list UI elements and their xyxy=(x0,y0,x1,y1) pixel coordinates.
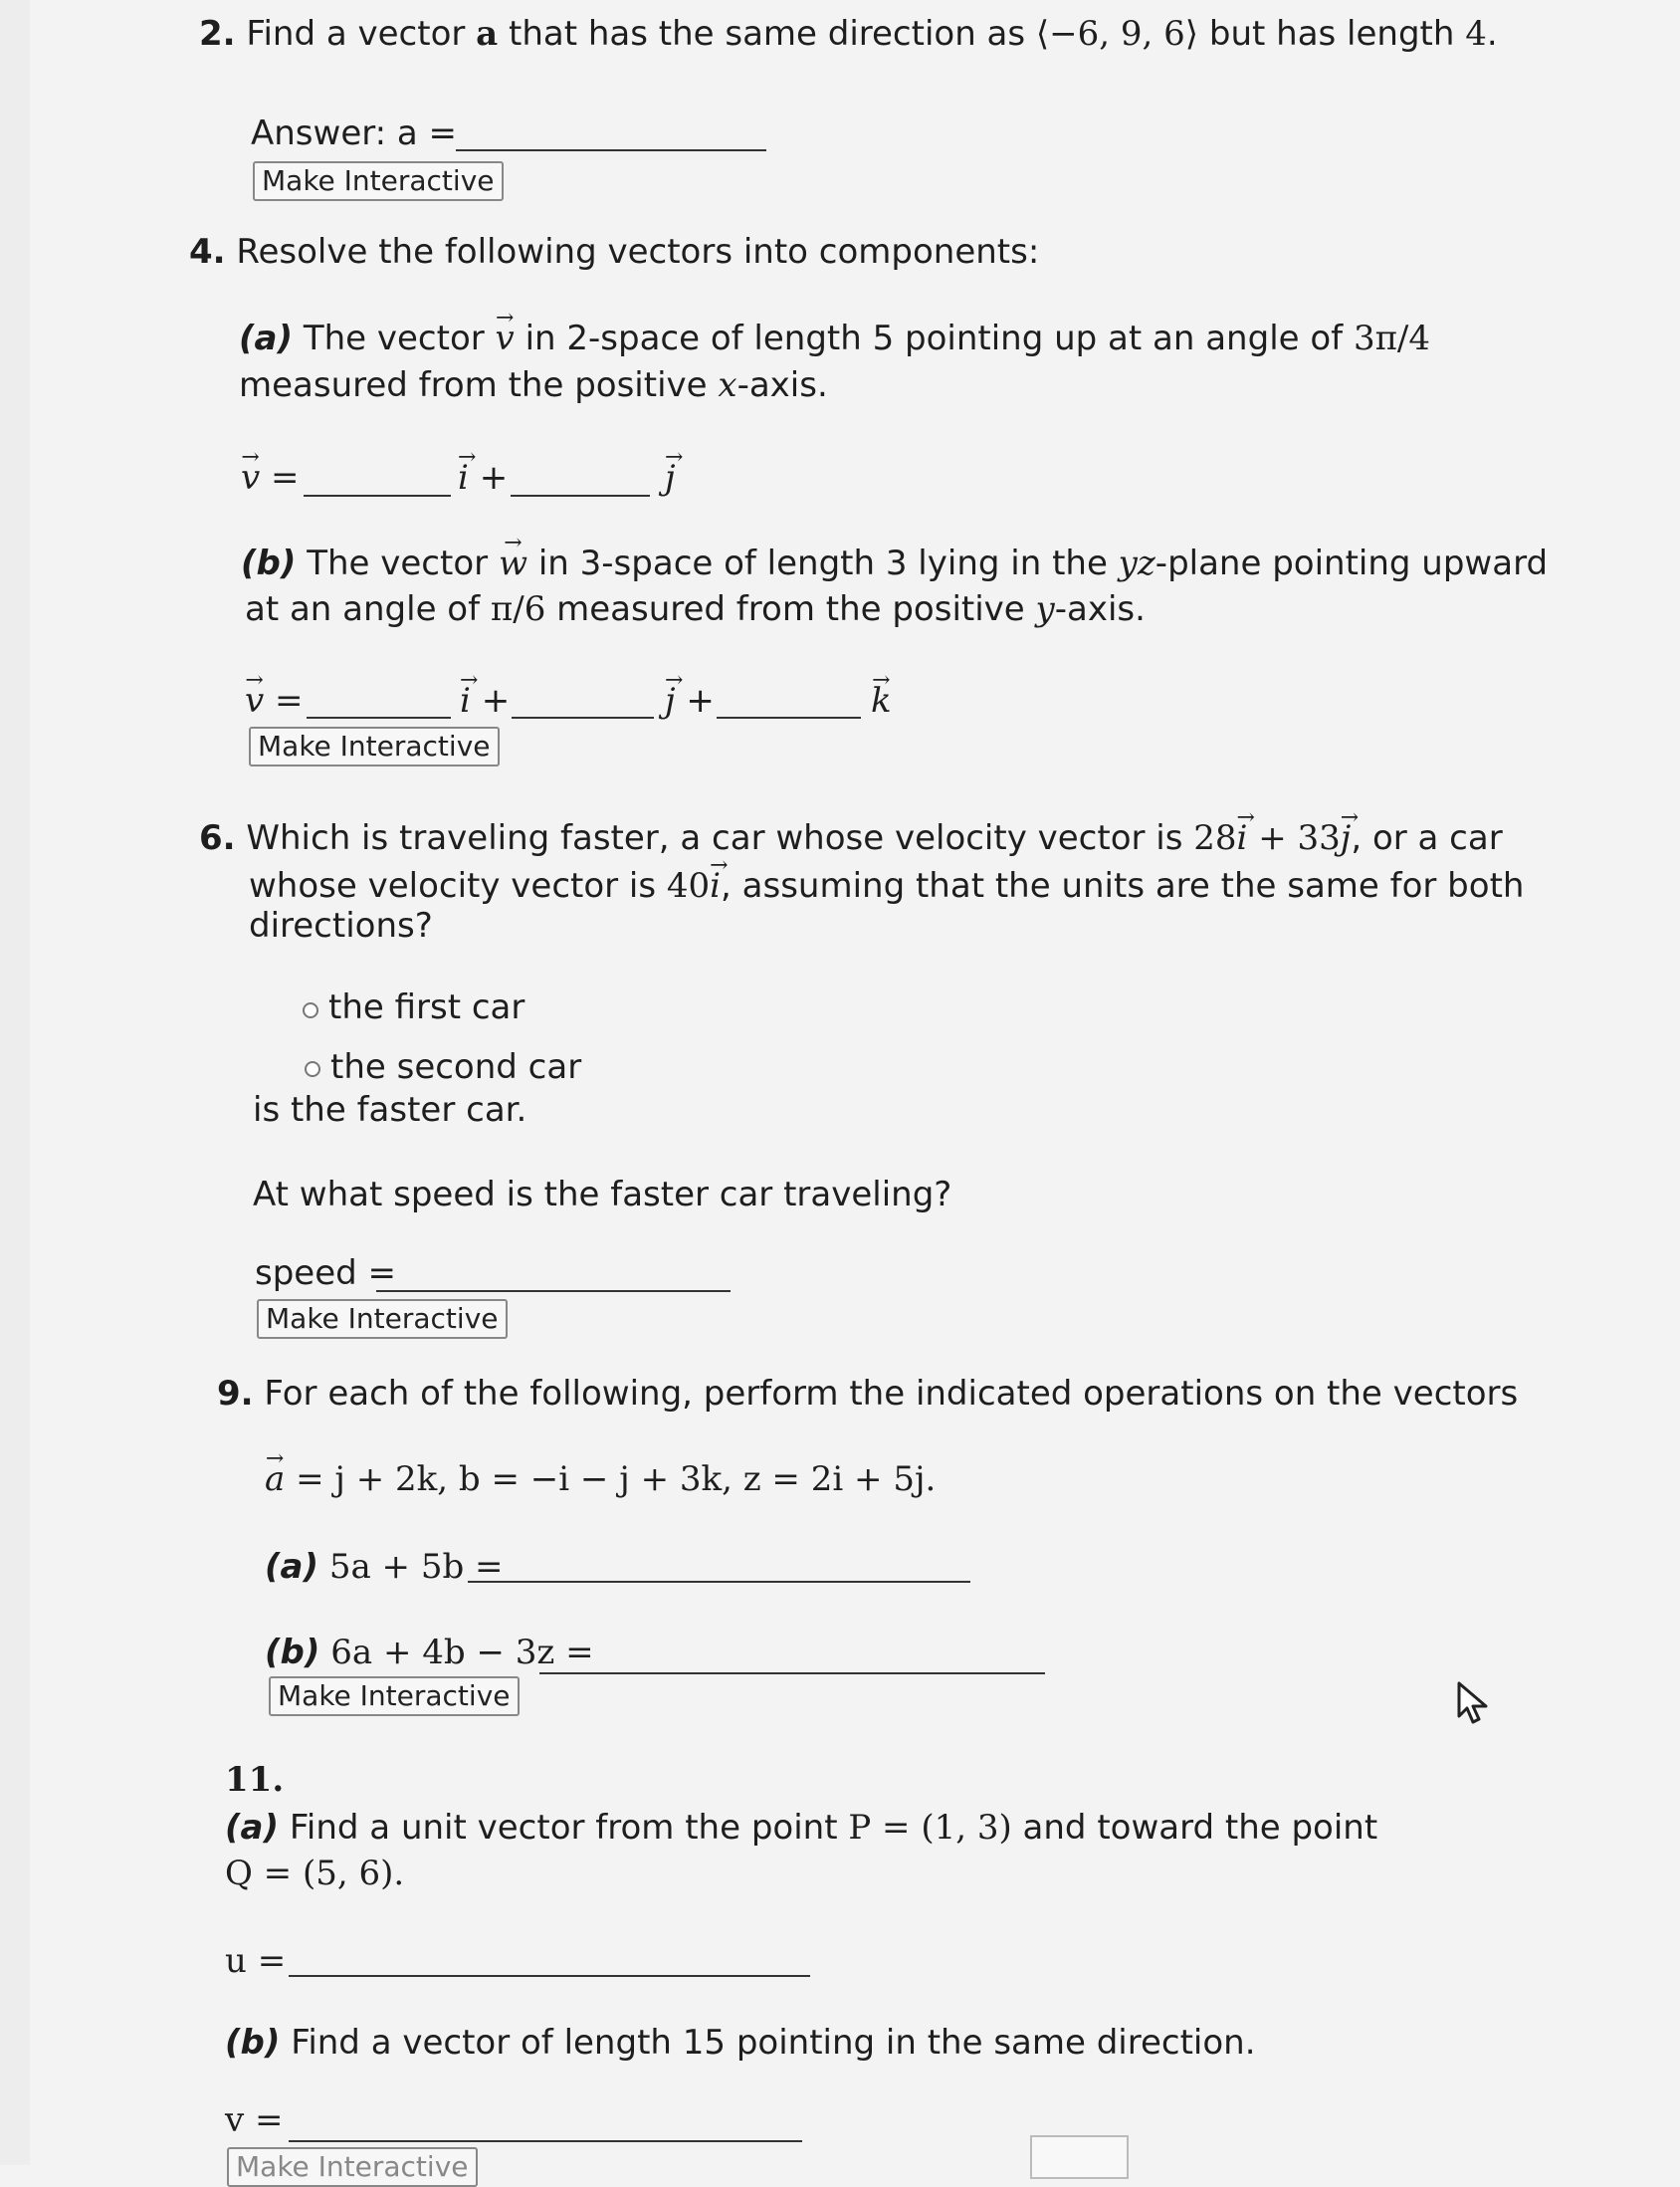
q2-var: a xyxy=(476,14,499,54)
q4b-v-var: → v xyxy=(245,679,264,723)
q4b-text2: in 3-space of length 3 lying in the xyxy=(527,544,1119,583)
j-unit: → j xyxy=(665,679,676,723)
q6-speed-question: At what speed is the faster car traveling? xyxy=(253,1175,952,1214)
q11a-line1 xyxy=(225,1806,1377,1850)
q6-line2 xyxy=(249,864,1524,908)
q9b-label: (b) xyxy=(265,1633,320,1672)
q9-defs: = j + 2k, b = −i − j + 3k, z = 2i + 5j. xyxy=(296,1459,937,1499)
q2-make-interactive-button[interactable]: Make Interactive xyxy=(253,161,504,201)
q6-vel2: 40 xyxy=(666,866,711,906)
q6-option2-label[interactable]: the second car xyxy=(330,1047,582,1087)
q4b-line1 xyxy=(241,542,1548,585)
q4a-line2 xyxy=(239,363,828,407)
q4-number: 4. xyxy=(189,232,226,272)
k-unit: → k xyxy=(871,679,892,723)
q6-vel1b: + 33 xyxy=(1247,818,1341,858)
q4a-v-eq: = xyxy=(271,458,300,498)
mouse-cursor-icon xyxy=(1456,1680,1494,1726)
j-unit: → j xyxy=(665,456,676,500)
q11b-line xyxy=(225,2021,1256,2065)
q4a-v-var: → v xyxy=(241,456,260,500)
q2-vector: ⟨−6, 9, 6⟩ xyxy=(1035,14,1199,54)
q9b-input[interactable] xyxy=(539,1672,1045,1674)
q2-length: 4 xyxy=(1465,14,1487,54)
q9b-expression: 6a + 4b − 3z = xyxy=(330,1633,594,1672)
q6-vel1: 28 xyxy=(1193,818,1237,858)
q2-text-c: but has length xyxy=(1198,14,1466,54)
q2-text: Find a vector xyxy=(246,14,477,54)
q9-text: For each of the following, perform the indicated operations on the vectors xyxy=(264,1374,1519,1414)
q4a-j-input[interactable] xyxy=(511,495,650,497)
q11-point-p: P = (1, 3) xyxy=(848,1808,1012,1848)
q11-make-interactive-button[interactable]: Make Interactive xyxy=(227,2147,478,2187)
q9a-label: (a) xyxy=(265,1547,319,1587)
q6-number: 6. xyxy=(199,818,236,858)
q4a-text1: The vector xyxy=(293,319,496,358)
q9-make-interactive-button[interactable]: Make Interactive xyxy=(269,1676,520,1716)
q4b-line2 xyxy=(245,587,1146,631)
i-unit: → i xyxy=(460,679,471,723)
q6-make-interactive-button[interactable]: Make Interactive xyxy=(257,1299,508,1339)
j-unit: → j xyxy=(1341,816,1352,860)
q9-vector-defs: → a = j + 2k, b = −i − j + 3k, z = 2i + 5j. xyxy=(265,1457,936,1501)
q2-answer-label: Answer: a = xyxy=(251,113,458,153)
q4-make-interactive-button[interactable]: Make Interactive xyxy=(249,727,500,766)
q6-text4: , assuming that the units are the same for both xyxy=(721,866,1525,906)
q2-number: 2. xyxy=(199,14,236,54)
q4b-i-input[interactable] xyxy=(307,717,451,719)
q9a-input[interactable] xyxy=(468,1581,970,1583)
q4b-v-eq: = xyxy=(275,681,304,721)
q9b-expr xyxy=(265,1631,594,1674)
q6-option2-radio[interactable] xyxy=(305,1061,320,1077)
q4a-i-unit xyxy=(458,456,508,500)
q11b-input[interactable] xyxy=(289,2140,802,2142)
q11b-v-label: v = xyxy=(225,2100,284,2140)
q4a-text2: in 2-space of length 5 pointing up at an angle of xyxy=(514,319,1354,358)
q6-speed-label: speed = xyxy=(255,1253,397,1293)
q4b-j-unit xyxy=(665,679,715,723)
q11-point-q: Q = (5, 6). xyxy=(225,1854,405,1893)
plus-sign: + xyxy=(481,681,511,721)
q11-number: 11. xyxy=(225,1760,285,1800)
q4a-j-unit xyxy=(665,456,676,500)
q11a-text2: and toward the point xyxy=(1011,1808,1378,1848)
q4a-var: → v xyxy=(496,317,515,360)
q4b-angle: π/6 xyxy=(490,589,546,629)
i-unit: → i xyxy=(710,864,721,908)
q11b-text: Find a vector of length 15 pointing in the same direction. xyxy=(280,2023,1256,2063)
plus-sign: + xyxy=(479,458,509,498)
q4b-j-input[interactable] xyxy=(512,717,654,719)
q9-line1 xyxy=(217,1372,1518,1416)
q2-text-b: that has the same direction as xyxy=(498,14,1036,54)
q6-text2: , or a car xyxy=(1351,818,1503,858)
q4a-axis: x xyxy=(718,365,737,405)
q4b-plane: yz xyxy=(1118,544,1155,583)
i-unit: → i xyxy=(458,456,469,500)
question-2 xyxy=(199,12,1498,56)
q4b-label: (b) xyxy=(241,544,297,583)
q11a-u-label: u = xyxy=(225,1941,287,1981)
q9a-expression: 5a + 5b = xyxy=(328,1547,504,1587)
q4b-text5: measured from the positive xyxy=(545,589,1036,629)
q4b-k-unit xyxy=(871,679,892,723)
q11a-input[interactable] xyxy=(289,1975,810,1977)
q6-text3: whose velocity vector is xyxy=(249,866,667,906)
q4b-v-label xyxy=(245,679,304,723)
q4b-text4: at an angle of xyxy=(245,589,491,629)
q6-option1-radio[interactable] xyxy=(303,1002,318,1018)
q2-period: . xyxy=(1486,14,1498,54)
q4a-i-input[interactable] xyxy=(304,495,451,497)
q6-speed-input[interactable] xyxy=(376,1290,731,1292)
q11b-label: (b) xyxy=(225,2023,281,2063)
q4b-text6: -axis. xyxy=(1054,589,1146,629)
q6-line1 xyxy=(199,816,1503,860)
plus-sign: + xyxy=(686,681,715,721)
q4b-k-input[interactable] xyxy=(717,717,861,719)
q4a-text3: measured from the positive xyxy=(239,365,719,405)
q4a-text4: -axis. xyxy=(736,365,828,405)
q4b-i-unit xyxy=(460,679,510,723)
q4b-axis: y xyxy=(1035,589,1055,629)
i-unit: → i xyxy=(1237,816,1248,860)
question-4 xyxy=(189,230,1039,274)
q6-line3: directions? xyxy=(249,906,433,946)
q4-text: Resolve the following vectors into components: xyxy=(236,232,1040,272)
q4b-var: → w xyxy=(499,542,527,585)
q11a-label: (a) xyxy=(225,1808,280,1848)
q6-after-text: is the faster car. xyxy=(253,1090,527,1130)
q2-answer-input[interactable] xyxy=(456,149,766,151)
left-margin xyxy=(0,0,30,2165)
q6-text1: Which is traveling faster, a car whose velocity vector is xyxy=(246,818,1194,858)
q4a-v-label xyxy=(241,456,300,500)
q4a-label: (a) xyxy=(239,319,294,358)
q9-number: 9. xyxy=(217,1374,254,1414)
q4a-angle: 3π/4 xyxy=(1353,319,1431,358)
partial-box xyxy=(1030,2135,1129,2179)
q4a-line1 xyxy=(239,317,1430,360)
q4b-text1: The vector xyxy=(296,544,499,583)
q6-option1-label[interactable]: the first car xyxy=(328,987,525,1027)
q11a-text1: Find a unit vector from the point xyxy=(279,1808,849,1848)
q4b-text3: -plane pointing upward xyxy=(1155,544,1549,583)
